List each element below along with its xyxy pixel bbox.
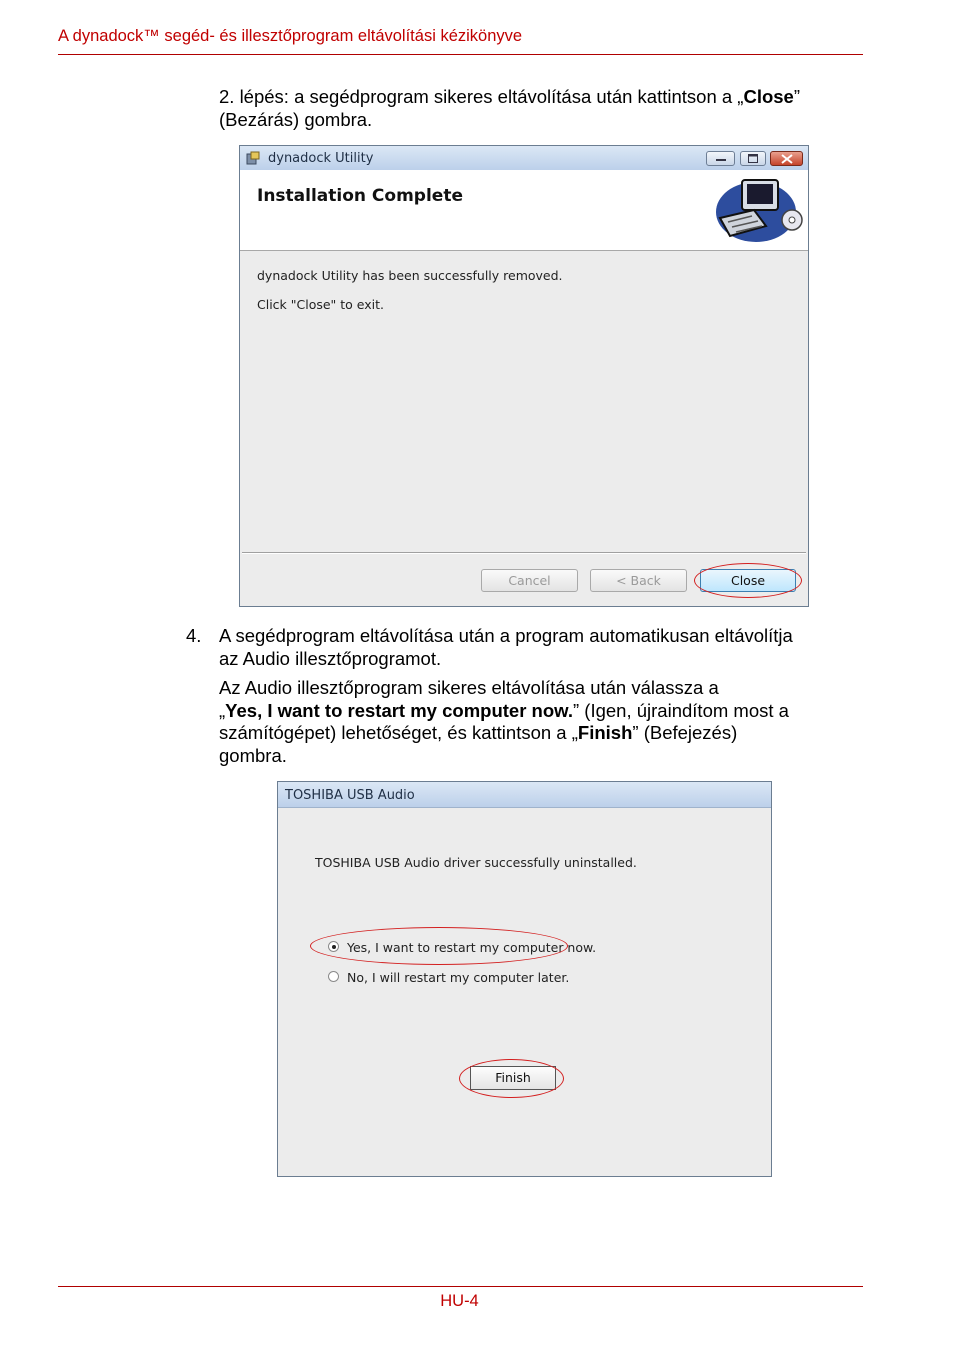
- step4-yes-option-bold: Yes, I want to restart my computer now.: [225, 699, 573, 721]
- restart-later-radio[interactable]: [328, 971, 339, 982]
- minimize-icon: [716, 158, 726, 162]
- dialog2-titlebar: [278, 782, 771, 808]
- installer-app-icon: [246, 151, 260, 165]
- close-button[interactable]: Close: [700, 569, 796, 592]
- step4-number: 4.: [186, 625, 202, 646]
- computer-setup-icon: [714, 174, 806, 244]
- dialog1-titlebar: [240, 146, 808, 171]
- restart-later-label: No, I will restart my computer later.: [347, 970, 570, 985]
- maximize-icon: [748, 154, 758, 163]
- step4-line2: az Audio illesztőprogramot.: [219, 647, 442, 669]
- removed-message: dynadock Utility has been successfully removed.: [257, 268, 563, 283]
- step4-p2-line4: gombra.: [219, 744, 287, 766]
- close-highlight-ellipse: [694, 563, 802, 598]
- toshiba-usb-audio-dialog: [277, 781, 772, 1177]
- footer-rule: [58, 1286, 863, 1287]
- step2-text-line2: (Bezárás) gombra.: [219, 108, 373, 130]
- step4-finish-bold: Finish: [577, 722, 633, 743]
- click-close-message: Click "Close" to exit.: [257, 297, 385, 312]
- finish-highlight-ellipse: [459, 1059, 564, 1098]
- restart-now-highlight-ellipse: [310, 927, 568, 965]
- dynadock-utility-dialog: [239, 145, 809, 607]
- step2-close-bold: Close: [743, 86, 794, 107]
- minimize-button[interactable]: [706, 151, 735, 166]
- dialog1-banner: [240, 170, 808, 251]
- maximize-button[interactable]: [740, 151, 766, 166]
- step4-p2-line3-post: ” (Befejezés): [632, 722, 738, 743]
- back-button[interactable]: < Back: [590, 569, 687, 592]
- step2-paragraph: [219, 86, 800, 131]
- step4-p2-line2-post: ” (Igen, újraindítom most a: [573, 699, 789, 721]
- installation-complete-title: Installation Complete: [257, 186, 463, 206]
- header-rule: [58, 54, 863, 55]
- step4-paragraph1: [219, 625, 793, 670]
- step2-text-post: ”: [793, 86, 801, 107]
- close-x-icon: [781, 154, 793, 164]
- finish-button[interactable]: Finish: [470, 1066, 556, 1090]
- page-number: HU-4: [440, 1292, 479, 1310]
- step2-text-pre: 2. lépés: a segédprogram sikeres eltávolítása után kattintson a „: [219, 86, 744, 107]
- dialog1-footer-separator: [242, 552, 806, 554]
- cancel-button[interactable]: Cancel: [481, 569, 578, 592]
- window-close-button[interactable]: [770, 151, 803, 166]
- step4-line1: A segédprogram eltávolítása után a program automatikusan eltávolítja: [219, 625, 793, 646]
- step4-p2-line3-pre: számítógépet) lehetőséget, és kattintson a „: [219, 722, 578, 743]
- dialog2-title: TOSHIBA USB Audio: [285, 788, 415, 803]
- step4-p2-quote-open: „: [219, 699, 226, 721]
- restart-now-label: Yes, I want to restart my computer now.: [347, 940, 597, 955]
- step4-p2-line1: Az Audio illesztőprogram sikeres eltávolítása után válassza a: [219, 677, 719, 698]
- step4-paragraph2: [219, 677, 789, 767]
- dialog1-title: dynadock Utility: [268, 151, 374, 166]
- uninstalled-message: TOSHIBA USB Audio driver successfully uninstalled.: [315, 855, 637, 870]
- header-title: A dynadock™ segéd- és illesztőprogram eltávolítási kézikönyve: [58, 27, 523, 45]
